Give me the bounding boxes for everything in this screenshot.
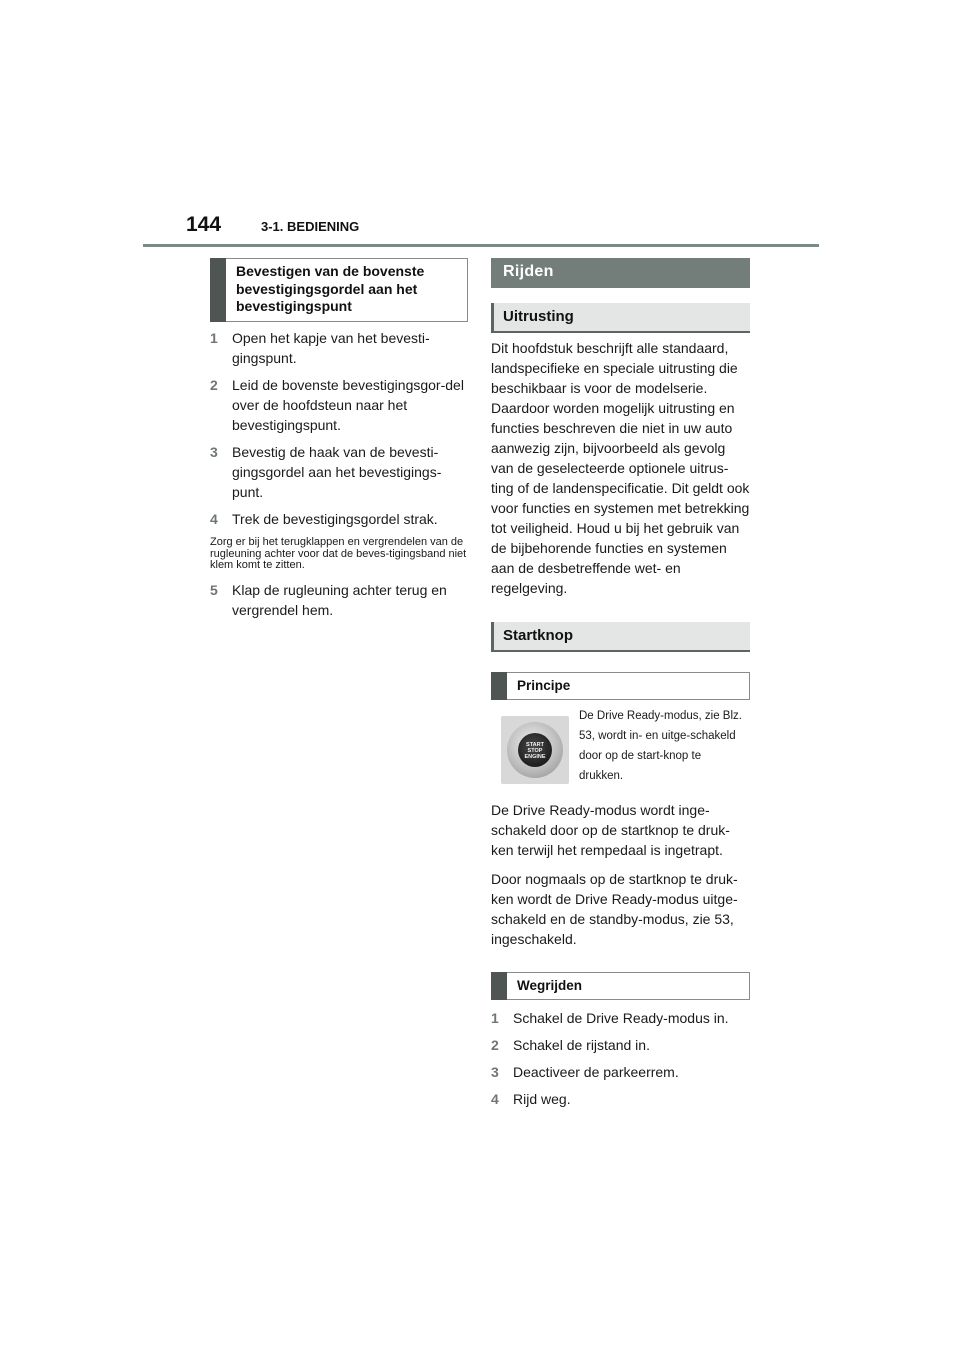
step-number: 1: [491, 1010, 499, 1026]
step-text: Leid de bovenste bevestigingsgor-del over de hoofdsteun naar het bevestigingspunt.: [232, 377, 464, 433]
step-text: Open het kapje van het bevesti-gingspunt.: [232, 330, 430, 366]
step-text: Bevestig de haak van de bevesti-gingsgordel aan het bevestigings-punt.: [232, 444, 442, 500]
step-number: 3: [210, 444, 218, 460]
list-item: [210, 580, 468, 620]
list-item: [210, 375, 468, 435]
start-stop-button-ring: [507, 722, 563, 778]
step-number: 2: [491, 1037, 499, 1053]
note-text: Zorg er bij het terugklappen en vergrendelen van de rugleuning achter voor dat de beves-tigingsband niet klem komt te zitten.: [210, 536, 467, 571]
right-step-list: [491, 1008, 750, 1109]
heading-uitrusting-text: Uitrusting: [503, 308, 574, 325]
list-item: [491, 1008, 750, 1028]
step-text: Schakel de Drive Ready-modus in.: [513, 1010, 729, 1026]
drive-ready-paragraph-1: De Drive Ready-modus wordt inge-schakeld door op de startknop te druk-ken terwijl het rempedaal is ingetrapt.: [491, 802, 730, 858]
step-number: 2: [210, 377, 218, 393]
start-stop-button-face: [518, 733, 552, 767]
list-item: [491, 1089, 750, 1109]
list-item: [210, 509, 468, 529]
heading-wegrijden-text: Wegrijden: [517, 978, 583, 993]
heading-principe-text: Principe: [517, 678, 571, 693]
left-step-list: [210, 328, 468, 529]
uitrusting-paragraph: Dit hoofdstuk beschrijft alle standaard, landspecifieke en speciale uitrusting die beschikbaar is voor de modelserie. Daardoor worden mogelijk uitrusting en functies beschreven die niet in uw auto aanwezig zijn, bijvoorbeeld als gevolg van de geselecteerde optionele uitrus-ting of de landenspecificatie. Dit geldt ook voor functies en systemen met betrekking tot veiligheid. Houd u bij het gebruik van de bijbehorende functies en systemen aan de desbetreffende wet- en regelgeving.: [491, 340, 750, 596]
step-number: 5: [210, 581, 218, 598]
list-item: [491, 1062, 750, 1082]
left-column: [210, 258, 468, 620]
step-number: 4: [491, 1091, 499, 1107]
heading-attach-tether-text: Bevestigen van de bovenste bevestigingsgordel aan het bevestigingspunt: [236, 263, 425, 314]
heading-startknop: [491, 622, 750, 652]
right-column: [491, 258, 750, 1109]
heading-rijden-text: Rijden: [503, 263, 554, 280]
left-step-list-2: [210, 580, 468, 620]
heading-uitrusting: [491, 303, 750, 333]
step-number: 3: [491, 1064, 499, 1080]
figure-caption: De Drive Ready-modus, zie Blz. 53, wordt in- en uitge-schakeld door op de start-knop te drukken.: [579, 710, 742, 782]
start-stop-button-image: [501, 716, 569, 784]
header-divider: [143, 244, 819, 247]
heading-attach-tether: [210, 258, 468, 322]
step-number: 4: [210, 511, 218, 527]
step-text: Klap de rugleuning achter terug en vergrendel hem.: [232, 581, 447, 618]
step-number: 1: [210, 330, 218, 346]
heading-principe: [491, 672, 750, 700]
heading-wegrijden: [491, 972, 750, 1000]
step-text: Rijd weg.: [513, 1091, 571, 1107]
list-item: [210, 442, 468, 502]
list-item: [210, 328, 468, 368]
page-number: 144: [186, 213, 222, 236]
list-item: [491, 1035, 750, 1055]
section-title: 3-1. BEDIENING: [261, 219, 360, 234]
step-text: Trek de bevestigingsgordel strak.: [232, 511, 438, 527]
button-label-start: START: [526, 742, 544, 748]
drive-ready-paragraph-2: Door nogmaals op de startknop te druk-ken wordt de Drive Ready-modus uitge-schakeld en de standby-modus, zie 53, ingeschakeld.: [491, 871, 738, 947]
start-button-figure: [491, 708, 750, 798]
heading-rijden: [491, 258, 750, 288]
step-text: Schakel de rijstand in.: [513, 1037, 650, 1053]
button-label-engine: ENGINE: [524, 754, 546, 760]
button-label-stop: STOP: [527, 748, 543, 754]
heading-startknop-text: Startknop: [503, 627, 574, 644]
step-text: Deactiveer de parkeerrem.: [513, 1064, 679, 1080]
